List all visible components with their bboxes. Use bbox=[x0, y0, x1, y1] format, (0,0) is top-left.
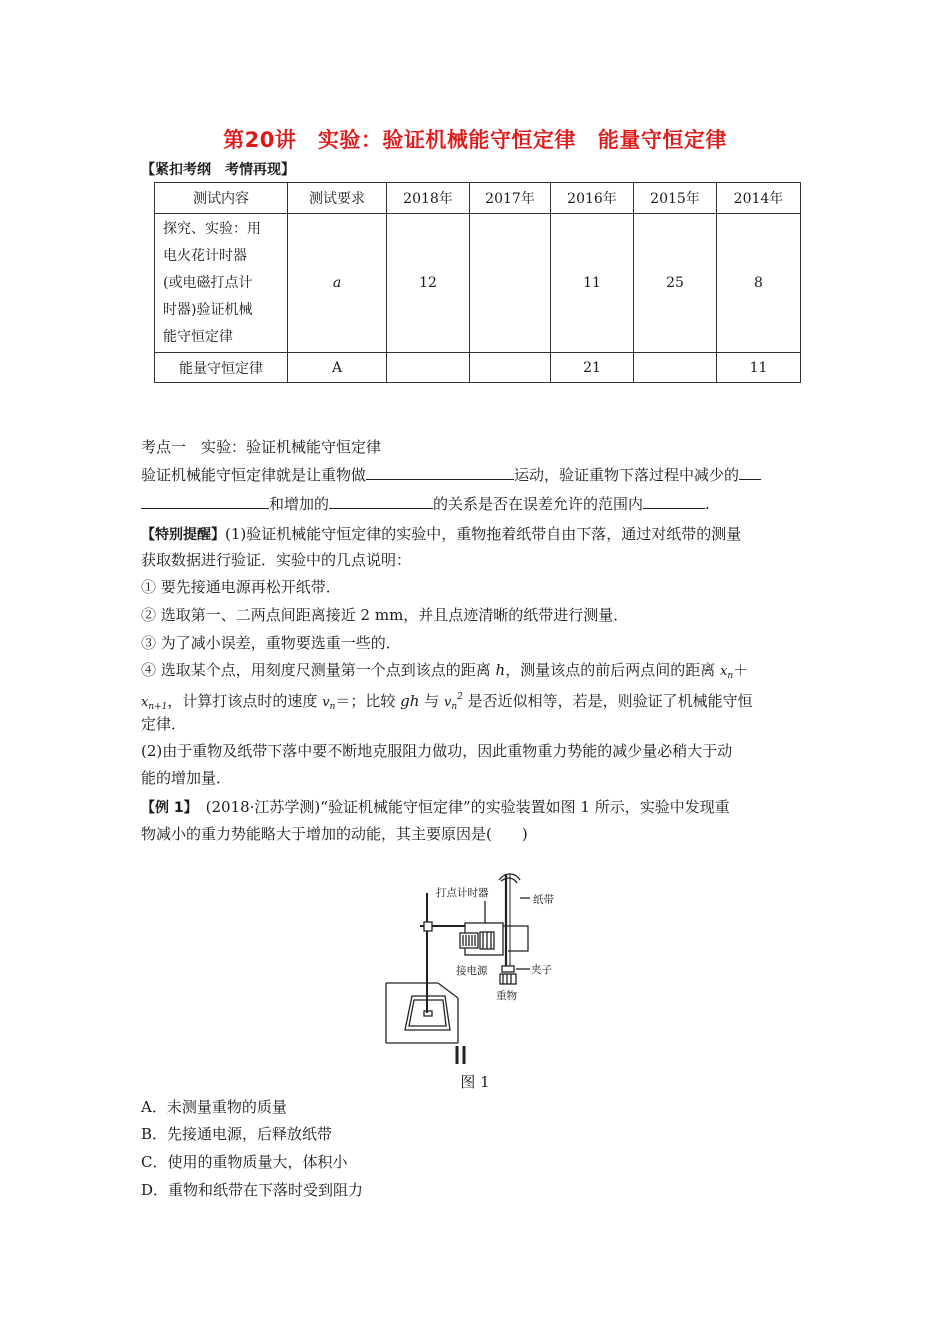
answer-blank[interactable] bbox=[141, 493, 269, 509]
answer-blank[interactable] bbox=[329, 493, 433, 509]
point-heading: 考点一 实验：验证机械能守恒定律 bbox=[141, 438, 382, 456]
tip-line-2: 获取数据进行验证．实验中的几点说明： bbox=[141, 551, 412, 569]
example-line-1: 【例 1】 (2018·江苏学测)“验证机械能守恒定律”的实验装置如图 1 所示，实验中发现重 bbox=[141, 798, 730, 816]
tip-label: 【特别提醒】 bbox=[141, 527, 225, 543]
table-cell: 11 bbox=[551, 214, 634, 353]
table-cell-content: 探究、实验：用 电火花计时器 (或电磁打点计 时器)验证机械 能守恒定律 bbox=[155, 214, 288, 353]
table-cell bbox=[634, 353, 717, 383]
exam-table bbox=[154, 182, 801, 383]
tip-item-cont: 定律． bbox=[141, 715, 187, 733]
header-cell: 2018年 bbox=[387, 183, 470, 214]
answer-blank[interactable] bbox=[366, 464, 514, 480]
header-cell: 测试内容 bbox=[155, 183, 288, 214]
table-cell: 21 bbox=[551, 353, 634, 383]
header-cell: 2014年 bbox=[717, 183, 801, 214]
example-label: 【例 1】 bbox=[141, 800, 191, 816]
label-timer: 打点计时器 bbox=[436, 887, 489, 899]
option-a[interactable]: A．未测量重物的质量 bbox=[141, 1098, 287, 1116]
section-header: 【紧扣考纲 考情再现】 bbox=[141, 162, 295, 178]
title-sub: 能量守恒定律 bbox=[597, 128, 727, 152]
header-cell: 2017年 bbox=[470, 183, 551, 214]
label-tape: 纸带 bbox=[533, 894, 554, 906]
tip-item: ① 要先接通电源再松开纸带． bbox=[141, 578, 341, 596]
tip-item-cont: $x_{n+1}$，计算打该点时的速度 $v_n=$；比较 gh 与 $v_n^2$ 是否近似相等，若是，则验证了机械能守恒 bbox=[141, 692, 753, 712]
example-line-2: 物减小的重力势能略大于增加的动能，其主要原因是( ) bbox=[141, 825, 528, 843]
table-cell: 8 bbox=[717, 214, 801, 353]
option-c[interactable]: C．使用的重物质量大，体积小 bbox=[141, 1153, 348, 1171]
option-b[interactable]: B．先接通电源，后释放纸带 bbox=[141, 1125, 333, 1143]
answer-blank[interactable] bbox=[739, 464, 761, 480]
label-weight: 重物 bbox=[496, 990, 517, 1002]
tip-line-1: 【特别提醒】(1)验证机械能守恒定律的实验中，重物拖着纸带自由下落，通过对纸带的测量 bbox=[141, 525, 742, 543]
table-cell bbox=[470, 353, 551, 383]
apparatus-figure bbox=[380, 868, 580, 1068]
header-cell: 2016年 bbox=[551, 183, 634, 214]
clamp bbox=[424, 922, 432, 931]
tip-item: ④ 选取某个点，用刻度尺测量第一个点到该点的距离 h，测量该点的前后两点间的距离 $x_n+$ bbox=[141, 661, 749, 681]
figure-caption: 图 1 bbox=[460, 1073, 490, 1091]
table-cell: 12 bbox=[387, 214, 470, 353]
answer-blank[interactable] bbox=[643, 493, 705, 509]
table-cell bbox=[387, 353, 470, 383]
fill-line-2: 和增加的 的关系是否在误差允许的范围内 . bbox=[141, 493, 710, 514]
table-cell: A bbox=[288, 353, 387, 383]
option-d[interactable]: D．重物和纸带在下落时受到阻力 bbox=[141, 1181, 364, 1199]
header-cell: 2015年 bbox=[634, 183, 717, 214]
fill-line-1: 验证机械能守恒定律就是让重物做 运动，验证重物下落过程中减少的 bbox=[141, 464, 761, 485]
table-cell: 25 bbox=[634, 214, 717, 353]
page-title bbox=[0, 124, 950, 154]
table-cell-content: 能量守恒定律 bbox=[155, 353, 288, 383]
table-cell: a bbox=[288, 214, 387, 353]
tip-item: ② 选取第一、二两点间距离接近 2 mm，并且点迹清晰的纸带进行测量． bbox=[141, 606, 629, 624]
title-main: 第20讲 实验：验证机械能守恒定律 bbox=[223, 128, 576, 152]
clip-shape bbox=[502, 966, 514, 972]
table-cell bbox=[470, 214, 551, 353]
header-cell: 测试要求 bbox=[288, 183, 387, 214]
tip-item-cont: 能的增加量． bbox=[141, 769, 232, 787]
label-clip: 夹子 bbox=[531, 964, 552, 976]
label-power: 接电源 bbox=[456, 965, 488, 977]
tip-item: ③ 为了减小误差，重物要选重一些的． bbox=[141, 634, 401, 652]
tip-item: (2)由于重物及纸带下落中要不断地克服阻力做功，因此重物重力势能的减少量必稍大于动 bbox=[141, 742, 733, 760]
table-cell: 11 bbox=[717, 353, 801, 383]
